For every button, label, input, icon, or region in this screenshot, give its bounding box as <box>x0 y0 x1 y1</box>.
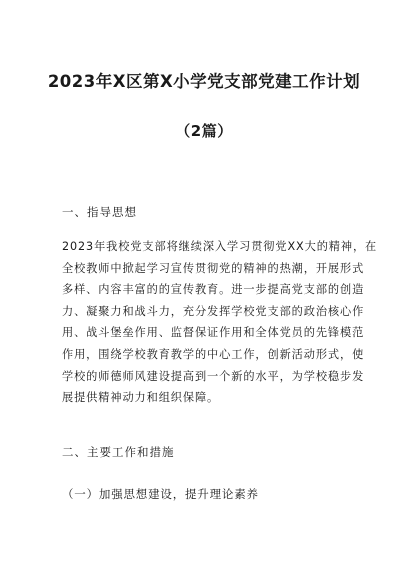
paragraph-line: 展提供精神动力和组织保障。 <box>62 391 220 405</box>
section-heading-guiding-ideology: 一、指导思想 <box>62 205 137 219</box>
subsection-heading-ideological-building: （一）加强思想建设，提升理论素养 <box>62 487 259 501</box>
section-heading-main-work: 二、主要工作和措施 <box>62 445 175 459</box>
paragraph-line: 多样、内容丰富的的宣传教育。进一步提高党支部的创造 <box>62 283 365 297</box>
paragraph-line: 用、战斗堡垒作用、监督保证作用和全体党员的先锋模范 <box>62 326 365 340</box>
paragraph-line: 全校教师中掀起学习宣传贯彻党的精神的热潮，开展形式 <box>62 261 365 275</box>
paragraph-line: 2023年我校党支部将继续深入学习贯彻党XX大的精神，在 <box>62 240 378 253</box>
paragraph-line: 力、凝聚力和战斗力，充分发挥学校党支部的政治核心作 <box>62 304 365 318</box>
paragraph-line: 学校的师德师风建设提高到一个新的水平，为学校稳步发 <box>62 369 365 383</box>
paragraph-guiding-ideology <box>62 236 378 409</box>
paragraph-line: 作用，围绕学校教育教学的中心工作，创新活动形式，使 <box>62 347 365 361</box>
document-subtitle: （2篇） <box>175 122 233 140</box>
document-title: 2023年X区第X小学党支部党建工作计划 <box>47 72 361 91</box>
